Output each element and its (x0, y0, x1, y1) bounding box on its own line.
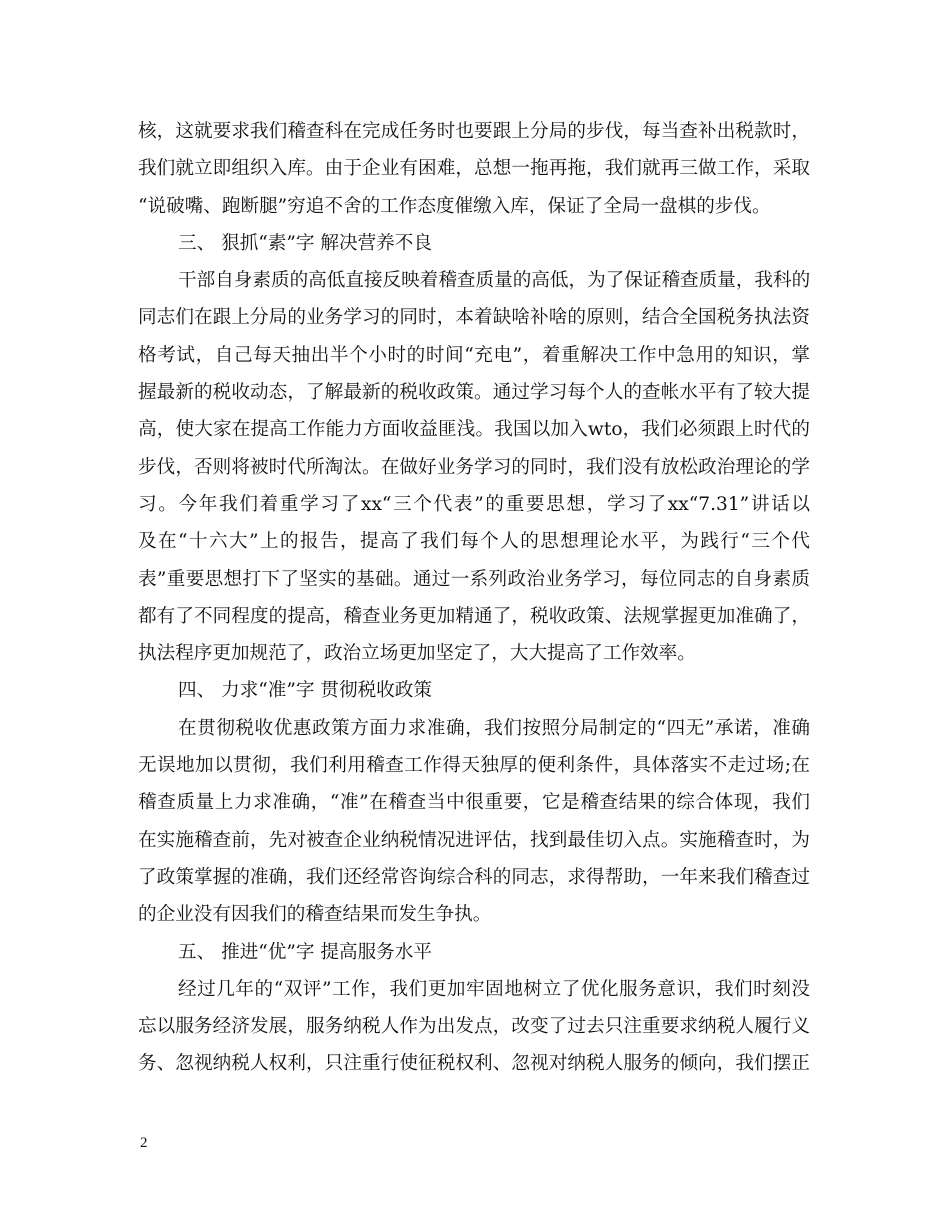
text-line: 经过几年的“双评”工作，我们更加牢固地树立了优化服务意识，我们时刻没 (178, 978, 810, 1000)
page-number: 2 (140, 1135, 148, 1151)
text-line: 的企业没有因我们的稽查结果而发生争执。 (138, 904, 492, 926)
text-line: 执法程序更加规范了，政治立场更加坚定了，大大提高了工作效率。 (138, 643, 696, 665)
text-line: 表”重要思想打下了坚实的基础。通过一系列政治业务学习，每位同志的自身素质 (138, 568, 810, 590)
text-line: 都有了不同程度的提高，稽查业务更加精通了，税收政策、法规掌握更加准确了， (138, 605, 810, 627)
document-body (138, 113, 810, 1083)
text-line: 了政策掌握的准确，我们还经常咨询综合科的同志，求得帮助，一年来我们稽查过 (138, 866, 810, 888)
text-line: 及在“十六大”上的报告，提高了我们每个人的思想理论水平，为践行“三个代 (138, 531, 810, 553)
text-line: 无误地加以贯彻，我们利用稽查工作得天独厚的便利条件，具体落实不走过场;在 (138, 755, 810, 777)
section-heading: 三、 狠抓“素”字 解决营养不良 (178, 232, 432, 254)
text-line: 握最新的税收动态，了解最新的税收政策。通过学习每个人的查帐水平有了较大提 (138, 382, 810, 404)
text-line: 我们就立即组织入库。由于企业有困难，总想一拖再拖，我们就再三做工作，采取 (138, 158, 810, 180)
text-line: 同志们在跟上分局的业务学习的同时，本着缺啥补啥的原则，结合全国税务执法资 (138, 307, 810, 329)
text-line: “说破嘴、跑断腿”穷追不舍的工作态度催缴入库，保证了全局一盘棋的步伐。 (138, 195, 771, 217)
text-line: 务、忽视纳税人权利，只注重行使征税权利、忽视对纳税人服务的倾向，我们摆正 (138, 1053, 810, 1075)
text-line: 稽查质量上力求准确，“准”在稽查当中很重要，它是稽查结果的综合体现，我们 (138, 792, 810, 814)
text-line: 在实施稽查前，先对被查企业纳税情况进评估，找到最佳切入点。实施稽查时，为 (138, 829, 810, 851)
text-line: 步伐，否则将被时代所淘汰。在做好业务学习的同时，我们没有放松政治理论的学 (138, 456, 810, 478)
text-line: 核，这就要求我们稽查科在完成任务时也要跟上分局的步伐，每当查补出税款时， (138, 121, 810, 142)
section-heading: 四、 力求“准”字 贯彻税收政策 (178, 680, 432, 702)
text-line: 干部自身素质的高低直接反映着稽查质量的高低，为了保证稽查质量，我科的 (178, 270, 811, 292)
text-line: 习。今年我们着重学习了xx“三个代表”的重要思想，学习了xx“7.31”讲话以 (138, 493, 810, 515)
text-line: 高，使大家在提高工作能力方面收益匪浅。我国以加入wto，我们必须跟上时代的 (138, 419, 810, 441)
text-line: 在贯彻税收优惠政策方面力求准确，我们按照分局制定的“四无”承诺，准确 (178, 717, 810, 739)
text-line: 忘以服务经济发展，服务纳税人作为出发点，改变了过去只注重要求纳税人履行义 (138, 1016, 810, 1038)
text-line: 格考试，自己每天抽出半个小时的时间“充电”，着重解决工作中急用的知识，掌 (138, 344, 810, 366)
section-heading: 五、 推进“优”字 提高服务水平 (178, 941, 432, 963)
